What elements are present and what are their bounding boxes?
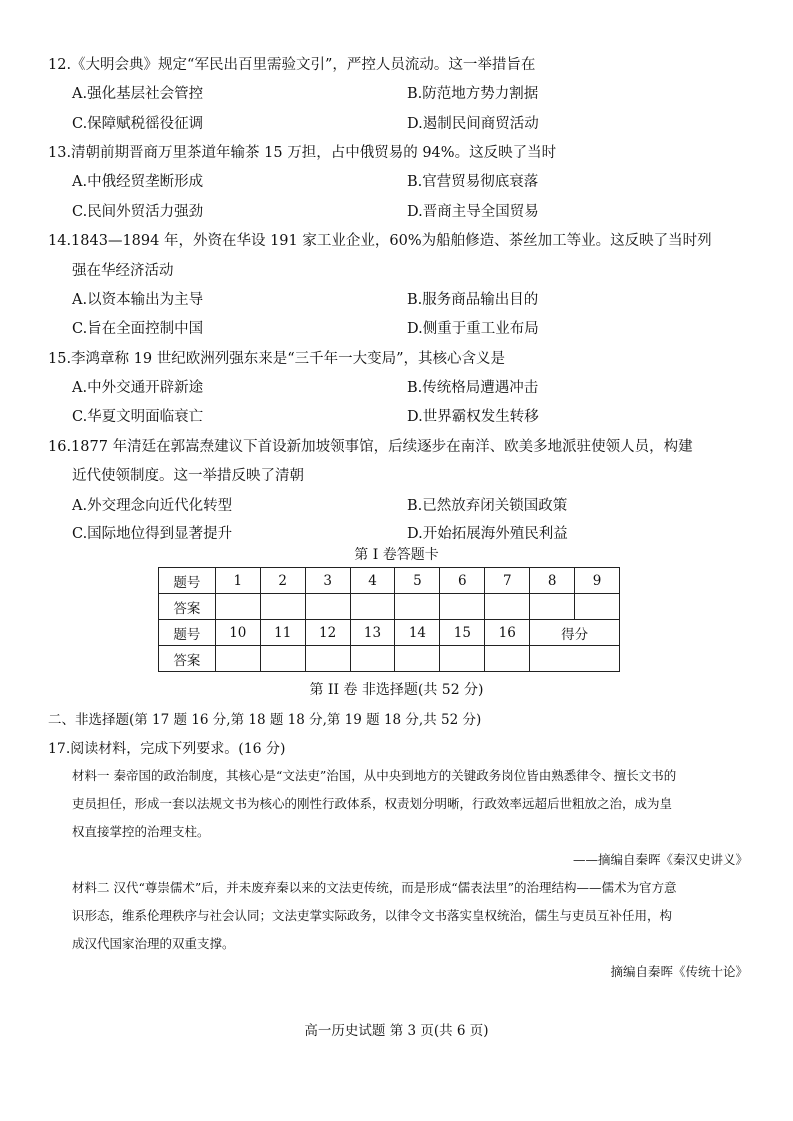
material-2-source: 摘编自秦晖《传统十论》 [610,964,748,979]
question-12-option-a: A.强化基层社会管控 [72,86,204,102]
question-14-option-c: C.旨在全面控制中国 [72,321,204,337]
answer-cell[interactable] [215,594,260,620]
score-label: 得分 [530,620,620,646]
question-number-cell: 6 [440,568,485,594]
score-cell[interactable] [530,646,620,672]
answer-card-answer-row-1 [159,594,620,620]
material-2-line-2: 识形态，维系伦理秩序与社会认同；文法吏掌实际政务，以律令文书落实皇权统治，儒生与吏员互补任用，构 [72,908,673,923]
answer-label: 答案 [159,594,216,620]
answer-card-title: 第 I 卷答题卡 [354,547,439,563]
answer-cell[interactable] [350,646,395,672]
answer-label: 答案 [159,646,216,672]
answer-cell[interactable] [530,594,575,620]
question-number-cell: 10 [215,620,260,646]
question-15-option-c: C.华夏文明面临衰亡 [72,409,204,425]
answer-cell[interactable] [395,646,440,672]
question-number-cell: 5 [395,568,440,594]
question-number-cell: 9 [575,568,620,594]
material-1-line-2: 吏员担任，形成一套以法规文书为核心的刚性行政体系，权责划分明晰，行政效率远超后世粗放之治，成为皇 [72,796,673,811]
answer-card-answer-row-2 [159,646,620,672]
answer-cell[interactable] [260,646,305,672]
answer-cell[interactable] [260,594,305,620]
answer-cell[interactable] [575,594,620,620]
question-14-option-b: B.服务商品输出目的 [407,292,539,308]
question-14-stem-line-1: 14.1843—1894 年，外资在华设 191 家工业企业，60%为船舶修造、茶丝加工等业。这反映了当时列 [48,233,712,249]
question-number-cell: 8 [530,568,575,594]
question-12-stem: 12.《大明会典》规定“军民出百里需验文引”，严控人员流动。这一举措旨在 [48,57,536,73]
number-label: 题号 [159,568,216,594]
question-13-option-c: C.民间外贸活力强劲 [72,204,204,220]
question-16-stem-line-1: 16.1877 年清廷在郭嵩焘建议下首设新加坡领事馆，后续逐步在南洋、欧美多地派驻使领人员，构建 [48,439,693,455]
question-13-stem: 13.清朝前期晋商万里茶道年输茶 15 万担，占中俄贸易的 94%。这反映了当时 [48,145,557,161]
material-1-source: ——摘编自秦晖《秦汉史讲义》 [572,852,748,867]
question-15-option-b: B.传统格局遭遇冲击 [407,380,539,396]
question-number-cell: 12 [305,620,350,646]
page-footer: 高一历史试题 第 3 页(共 6 页) [304,1023,489,1039]
question-15-option-d: D.世界霸权发生转移 [407,409,539,425]
answer-cell[interactable] [215,646,260,672]
question-15-option-a: A.中外交通开辟新途 [72,380,204,396]
answer-cell[interactable] [305,594,350,620]
number-label: 题号 [159,620,216,646]
question-15-stem: 15.李鸿章称 19 世纪欧洲列强东来是“三千年一大变局”，其核心含义是 [48,351,506,367]
answer-cell[interactable] [485,594,530,620]
question-number-cell: 14 [395,620,440,646]
question-16-option-b: B.已然放弃闭关锁国政策 [407,498,568,514]
question-14-option-a: A.以资本输出为主导 [72,292,204,308]
answer-card-table [158,567,620,672]
material-2-line-3: 成汉代国家治理的双重支撑。 [72,936,235,951]
question-12-option-c: C.保障赋税徭役征调 [72,116,204,132]
answer-card-number-row-2 [159,620,620,646]
question-number-cell: 15 [440,620,485,646]
part-2-title: 第 II 卷 非选择题(共 52 分) [309,682,484,698]
answer-cell[interactable] [305,646,350,672]
answer-cell[interactable] [350,594,395,620]
answer-card-number-row-1 [159,568,620,594]
question-number-cell: 16 [485,620,530,646]
question-number-cell: 7 [485,568,530,594]
question-16-option-c: C.国际地位得到显著提升 [72,526,233,542]
question-number-cell: 3 [305,568,350,594]
question-13-option-a: A.中俄经贸垄断形成 [72,174,204,190]
question-16-option-d: D.开始拓展海外殖民利益 [407,526,568,542]
question-17-stem: 17.阅读材料，完成下列要求。(16 分) [48,741,286,757]
question-13-option-d: D.晋商主导全国贸易 [407,204,539,220]
part-2-instruction: 二、非选择题(第 17 题 16 分,第 18 题 18 分,第 19 题 18 分,共 52 分) [48,712,482,728]
material-1-line-1: 材料一 秦帝国的政治制度，其核心是“文法吏”治国，从中央到地方的关键政务岗位皆由熟悉律令、擅长文书的 [72,768,677,783]
question-12-option-d: D.遏制民间商贸活动 [407,116,539,132]
question-number-cell: 4 [350,568,395,594]
answer-cell[interactable] [485,646,530,672]
question-12-option-b: B.防范地方势力割据 [407,86,539,102]
question-13-option-b: B.官营贸易彻底衰落 [407,174,539,190]
question-14-stem-line-2: 强在华经济活动 [72,263,174,279]
question-number-cell: 2 [260,568,305,594]
answer-cell[interactable] [395,594,440,620]
material-1-line-3: 权直接掌控的治理支柱。 [72,824,210,839]
answer-cell[interactable] [440,646,485,672]
question-number-cell: 11 [260,620,305,646]
question-16-stem-line-2: 近代使领制度。这一举措反映了清朝 [72,468,304,484]
answer-cell[interactable] [440,594,485,620]
question-16-option-a: A.外交理念向近代化转型 [72,498,233,514]
question-14-option-d: D.侧重于重工业布局 [407,321,539,337]
material-2-line-1: 材料二 汉代“尊崇儒术”后，并未废弃秦以来的文法吏传统，而是形成“儒表法里”的治理结构——儒术为官方意 [72,880,677,895]
question-number-cell: 1 [215,568,260,594]
question-number-cell: 13 [350,620,395,646]
